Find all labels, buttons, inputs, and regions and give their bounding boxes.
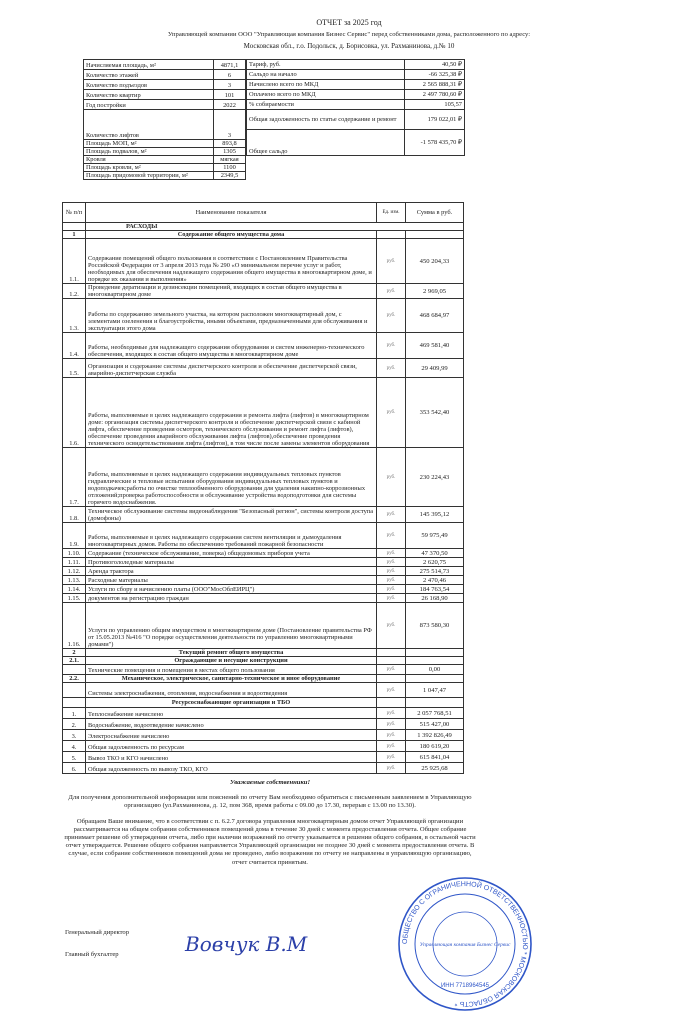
info-value: 1305 [214, 148, 246, 156]
row-number: 1.4. [63, 333, 86, 359]
row-unit: руб. [377, 558, 406, 567]
table-row [63, 567, 464, 576]
table-title-row [63, 223, 464, 231]
info-value: 3 [214, 80, 246, 90]
row-name: Системы электроснабжения, отопления, водоснабжения и водоотведения [86, 683, 377, 698]
info-row [84, 156, 246, 164]
table-row [63, 448, 464, 507]
table-row [63, 284, 464, 299]
summary-value: 40,50 ₽ [405, 60, 465, 70]
row-sum: 469 581,40 [406, 333, 464, 359]
table-row [63, 585, 464, 594]
row-number: 1.16. [63, 603, 86, 649]
info-section [83, 59, 698, 180]
info-row [84, 164, 246, 172]
row-number: 1.14. [63, 585, 86, 594]
row-unit: руб. [377, 359, 406, 378]
row-number: 4. [63, 741, 86, 752]
row-unit: руб. [377, 507, 406, 523]
info-label: Количество лифтов [84, 110, 214, 140]
header-name: Наименование показателя [86, 203, 377, 223]
row-number: 5. [63, 752, 86, 763]
row-unit: руб. [377, 719, 406, 730]
info-value: 893,8 [214, 140, 246, 148]
row-sum: 0,00 [406, 665, 464, 675]
row-unit: руб. [377, 284, 406, 299]
summary-value: -1 578 435,70 ₽ [405, 130, 465, 156]
info-label: Год постройки [84, 100, 214, 110]
row-sum: 353 542,40 [406, 378, 464, 448]
table-row [63, 299, 464, 333]
summary-label: Общее сальдо [247, 130, 405, 156]
director-signature: Вовчук В.М [185, 931, 308, 956]
row-unit: руб. [377, 730, 406, 741]
report-subtitle: Управляющей компании ООО "Управляющая компания Бизнес Сервис" перед собственниками дома, расположенного по адресу: [167, 31, 531, 38]
info-row [84, 110, 246, 140]
stamp-outer-text: ОБЩЕСТВО С ОГРАНИЧЕННОЙ ОТВЕТСТВЕННОСТЬЮ * МОСКОВСКАЯ ОБЛАСТЬ * [401, 880, 529, 1007]
row-sum: 275 514,73 [406, 567, 464, 576]
row-name: Работы, выполняемые в целях надлежащего содержания и ремонта лифта (лифтов) в многоквартирном доме: организация системы диспетчерского контроля и обеспечение диспетчерской связи с кабиной лифта, обеспечение проведения осмотров, технического обслуживания и ремонт лифта (лифтов), обеспечение проведения аварийного обслуживания лифта (лифтов),обеспечение проведения технического освидетельствования лифта (лифтов), в том числе после замены элементов оборудования [86, 378, 377, 448]
info-label: Площадь МОП, м² [84, 140, 214, 148]
row-unit: руб. [377, 299, 406, 333]
row-name: Содержание помещений общего пользования в соответствии с Постановлением Правительства Российской Федерации от 3 апреля 2013 года № 290 «О минимальном перечне услуг и работ, необходимых для обеспечения надлежащего содержания общего имущества в многоквартирном доме, и порядке их оказания и выполнения» [86, 239, 377, 284]
signature-area [65, 874, 698, 1014]
info-value: 1100 [214, 164, 246, 172]
row-name: Расходные материалы [86, 576, 377, 585]
row-name: Вывоз ТКО и КГО начислено [86, 752, 377, 763]
header-sum: Сумма в руб. [406, 203, 464, 223]
row-name: Организация и содержание системы диспетчерского контроля и обеспечение диспетчерской связи, аварийно-диспетчерская служба [86, 359, 377, 378]
row-unit: руб. [377, 665, 406, 675]
row-name: Общая задолженность по вывозу ТКО, КГО [86, 763, 377, 774]
closing-notice [60, 779, 480, 867]
table-section-row [63, 698, 464, 708]
stamp-inner-text: Управляющая компания Бизнес Сервис [419, 941, 511, 948]
row-name: Работы, выполняемые в целях надлежащего содержания индивидуальных тепловых пунктов гидравлические и тепловые испытания оборудования индивидуальных тепловых пунктов и водоподкачек;работы по очистке теплообменного оборудования для удаления накипно-коррозионных отложений;проверка работоспособности и обслуживание устройства водоподготовки для системы горячего водоснабжения. [86, 448, 377, 507]
row-number: 2 [63, 649, 86, 657]
summary-value: 2 565 888,31 ₽ [405, 80, 465, 90]
info-row [84, 70, 246, 80]
table-row [63, 378, 464, 448]
summary-label: % собираемости [247, 100, 405, 110]
info-value: мягкая [214, 156, 246, 164]
table-row [63, 523, 464, 549]
row-number: 1.12. [63, 567, 86, 576]
row-sum: 184 763,54 [406, 585, 464, 594]
row-sum: 2 620,75 [406, 558, 464, 567]
row-unit: руб. [377, 378, 406, 448]
table-row [63, 594, 464, 603]
header-num: № п/п [63, 203, 86, 223]
row-sum: 873 580,30 [406, 603, 464, 649]
row-name: Услуги по сбору и начислению платы (ООО"МосОблЕИРЦ") [86, 585, 377, 594]
accountant-label: Главный бухгалтер [65, 950, 119, 958]
row-sum: 26 168,90 [406, 594, 464, 603]
info-row [84, 172, 246, 180]
row-sum: 515 427,00 [406, 719, 464, 730]
info-value: 6 [214, 70, 246, 80]
row-name: документов на регистрацию граждан [86, 594, 377, 603]
row-unit: руб. [377, 239, 406, 284]
summary-label: Тариф, руб. [247, 60, 405, 70]
table-row [63, 359, 464, 378]
summary-value: 105,57 [405, 100, 465, 110]
table-row [63, 549, 464, 558]
summary-row [247, 110, 465, 130]
info-label: Количество подъездов [84, 80, 214, 90]
row-number: 1.6. [63, 378, 86, 448]
row-name: Теплоснабжение начислено [86, 708, 377, 719]
closing-greeting: Уважаемые собственники! [229, 779, 311, 786]
report-address: Московская обл., г.о. Подольск, д. Борисовка, ул. Рахманинова, д.№ 10 [243, 42, 455, 50]
table-section-row [63, 231, 464, 239]
section-title: Ресурсоснабжающие организации и ТБО [86, 698, 377, 708]
row-sum: 1 392 826,49 [406, 730, 464, 741]
section-title: Механическое, электрическое, санитарно-техническое и иное оборудование [86, 675, 377, 683]
info-row [84, 100, 246, 110]
row-unit: руб. [377, 763, 406, 774]
row-number: 1.7. [63, 448, 86, 507]
summary-label: Начислено всего по МКД [247, 80, 405, 90]
summary-label: Сальдо на начало [247, 70, 405, 80]
row-sum: 47 370,50 [406, 549, 464, 558]
row-number: 6. [63, 763, 86, 774]
row-name: Технические помещения и помещения в местах общего пользования [86, 665, 377, 675]
table-row [63, 239, 464, 284]
financial-summary-table [246, 59, 465, 156]
summary-row [247, 60, 465, 70]
row-unit: руб. [377, 603, 406, 649]
summary-label: Оплачено всего по МКД [247, 90, 405, 100]
summary-label: Общая задолженность по статье содержание и ремонт [247, 110, 405, 130]
row-unit: руб. [377, 594, 406, 603]
row-unit: руб. [377, 567, 406, 576]
row-name: Услуги по управлению общим имуществом в многоквартирном доме (Постановление правительства РФ от 15.05.2013 №416 "О порядке осуществления деятельности по управлению многоквартирными домами") [86, 603, 377, 649]
table-section-row [63, 675, 464, 683]
director-label: Генеральный директор [65, 928, 130, 936]
table-row [63, 719, 464, 730]
info-label: Площадь придомовой территории, м² [84, 172, 214, 180]
expenses-table [62, 202, 464, 774]
info-value: 101 [214, 90, 246, 100]
row-unit: руб. [377, 448, 406, 507]
row-sum: 468 684,97 [406, 299, 464, 333]
row-number: 1.3. [63, 299, 86, 333]
closing-paragraph-approval: Обращаем Ваше внимание, что в соответствии с п. 6.2.7 договора управления многоквартирным домом отчет Управляющей организации рассматривается на общем собрании собственников помещений дома в течение 30 дней с момента предоставления отчета. Общее собрание принимает решение об утверждении отчета, либо при наличии возражений по отчету указывается в решении общего собрания, в остальной части отчет утверждается. Решение общего собрания направляется Управляющей организации не позднее 30 дней с момента предоставления отчета. В случае, если собрание собственников помещений дома не проведено, либо возражения по отчету не направлены в управляющую организацию, отчет считается принятым. [64, 817, 476, 866]
section-title: Ограждающие и несущие конструкции [86, 657, 377, 665]
closing-paragraph-contact: Для получения дополнительной информации или пояснений по отчету Вам необходимо обратиться с письменным заявлением в Управляющую организацию (ул.Рахманинова, д. 12, пом 368, время работы с 09.00 до 17.30, перерыв с 13.00 по 13.30). [68, 794, 472, 810]
row-sum: 2 470,46 [406, 576, 464, 585]
info-value: 4871,1 [214, 60, 246, 70]
row-sum: 615 841,04 [406, 752, 464, 763]
row-number: 2. [63, 719, 86, 730]
row-sum: 29 409,99 [406, 359, 464, 378]
row-number: 2.1. [63, 657, 86, 665]
row-name: Общая задолженность по ресурсам [86, 741, 377, 752]
row-unit: руб. [377, 333, 406, 359]
row-name: Работы по содержанию земельного участка, на котором расположен многоквартирный дом, с элементами озеленения и благоустройства, иными объектами, предназначенными для обслуживания и эксплуатации этого дома [86, 299, 377, 333]
summary-row [247, 80, 465, 90]
table-section-row [63, 649, 464, 657]
info-row [84, 90, 246, 100]
row-unit: руб. [377, 752, 406, 763]
row-name: Проведение дератизации и дезинсекции помещений, входящих в состав общего имущества в многоквартирном доме [86, 284, 377, 299]
table-row [63, 665, 464, 675]
info-value: 3 [214, 110, 246, 140]
info-value: 2349,5 [214, 172, 246, 180]
row-sum: 230 224,43 [406, 448, 464, 507]
summary-row [247, 90, 465, 100]
info-row [84, 140, 246, 148]
row-sum: 2 969,05 [406, 284, 464, 299]
row-number: 1.1. [63, 239, 86, 284]
row-name: Техническое обслуживание системы видеонаблюдения "Безопасный регион", системы контроля доступа (домофоны) [86, 507, 377, 523]
table-row [63, 576, 464, 585]
table-row [63, 763, 464, 774]
info-row [84, 148, 246, 156]
row-number: 1.5. [63, 359, 86, 378]
info-label: Площадь подвалов, м² [84, 148, 214, 156]
table-row [63, 603, 464, 649]
row-number: 1.9. [63, 523, 86, 549]
summary-value: -66 325,38 ₽ [405, 70, 465, 80]
info-label: Площадь кровли, м² [84, 164, 214, 172]
summary-row [247, 100, 465, 110]
row-name: Работы, необходимые для надлежащего содержания оборудования и систем инженерно-технического обеспечения, входящих в состав общего имущества в многоквартирном доме [86, 333, 377, 359]
row-number: 3. [63, 730, 86, 741]
row-name: Работы, выполняемые в целях надлежащего содержания систем вентиляции и дымоудаления многоквартирных домов. Работы по обеспечению требований пожарной безопасности [86, 523, 377, 549]
row-name: Содержание (техническое обслуживание, поверка) общедомовых приборов учета [86, 549, 377, 558]
section-title: РАСХОДЫ [86, 223, 464, 231]
info-row [84, 80, 246, 90]
row-name: Водоснабжение, водоотведение начислено [86, 719, 377, 730]
stamp-inn-text: ИНН 7718964545 [440, 982, 490, 989]
row-number [63, 683, 86, 698]
row-number: 1.8. [63, 507, 86, 523]
table-row [63, 558, 464, 567]
info-label: Кровля [84, 156, 214, 164]
summary-value: 2 497 780,60 ₽ [405, 90, 465, 100]
row-number [63, 698, 86, 708]
table-row [63, 752, 464, 763]
header-unit: Ед. изм. [377, 203, 406, 223]
table-row [63, 730, 464, 741]
row-name: Электроснабжение начислено [86, 730, 377, 741]
summary-value: 179 022,01 ₽ [405, 110, 465, 130]
row-sum: 25 925,68 [406, 763, 464, 774]
row-name: Аренда трактора [86, 567, 377, 576]
row-sum: 1 047,47 [406, 683, 464, 698]
table-header-row [63, 203, 464, 223]
row-sum: 145 395,12 [406, 507, 464, 523]
info-value: 2022 [214, 100, 246, 110]
row-number: 1.11. [63, 558, 86, 567]
report-title: ОТЧЕТ за 2025 год [316, 18, 382, 27]
table-row [63, 708, 464, 719]
company-stamp-icon [395, 874, 535, 1014]
row-sum: 59 975,49 [406, 523, 464, 549]
table-section-row [63, 657, 464, 665]
row-unit: руб. [377, 708, 406, 719]
summary-row [247, 130, 465, 156]
info-label: Количество квартир [84, 90, 214, 100]
row-number: 1. [63, 708, 86, 719]
row-unit: руб. [377, 683, 406, 698]
row-unit: руб. [377, 741, 406, 752]
info-row [84, 60, 246, 70]
section-title: Содержание общего имущества дома [86, 231, 377, 239]
row-name: Противогололедные материалы [86, 558, 377, 567]
summary-row [247, 70, 465, 80]
row-sum: 180 619,20 [406, 741, 464, 752]
row-unit: руб. [377, 523, 406, 549]
row-number: 1.10. [63, 549, 86, 558]
table-row [63, 683, 464, 698]
row-unit: руб. [377, 576, 406, 585]
row-number: 1.15. [63, 594, 86, 603]
info-label: Количество этажей [84, 70, 214, 80]
info-label: Начисляемая площадь, м² [84, 60, 214, 70]
table-row [63, 333, 464, 359]
row-unit: руб. [377, 549, 406, 558]
table-row [63, 741, 464, 752]
building-info-table [83, 59, 246, 180]
row-number: 1.13. [63, 576, 86, 585]
row-sum: 2 057 768,51 [406, 708, 464, 719]
section-title: Текущий ремонт общего имущества [86, 649, 377, 657]
row-number [63, 665, 86, 675]
row-unit: руб. [377, 585, 406, 594]
row-sum: 450 204,33 [406, 239, 464, 284]
row-number: 2.2. [63, 675, 86, 683]
row-number: 1 [63, 231, 86, 239]
table-row [63, 507, 464, 523]
row-number: 1.2. [63, 284, 86, 299]
